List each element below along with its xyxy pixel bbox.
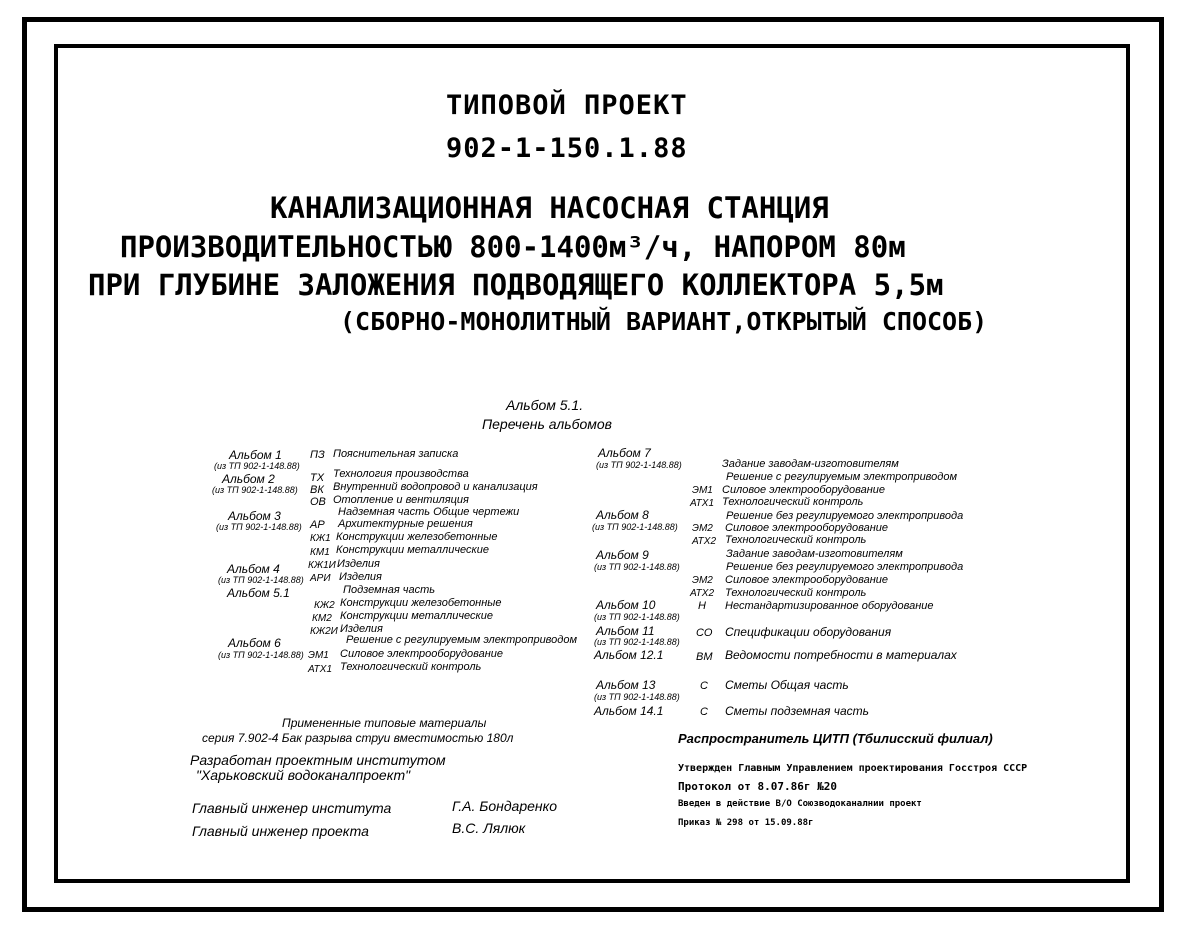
project-type-heading: ТИПОВОЙ ПРОЕКТ bbox=[446, 90, 688, 121]
album-7-desc-1: Решение с регулируемым электроприводом bbox=[726, 471, 958, 483]
album-6-desc-2: Технологический контроль bbox=[340, 661, 482, 673]
album-9-source: (из ТП 902-1-148.88) bbox=[594, 562, 680, 572]
album-3-desc-0: Надземная часть Общие чертежи bbox=[338, 506, 520, 518]
album-5-desc-3: Изделия bbox=[340, 623, 383, 635]
album-3-desc-3: Конструкции металлические bbox=[336, 544, 489, 556]
album-1-source: (из ТП 902-1-148.88) bbox=[214, 461, 300, 471]
chief-engineer-project-label: Главный инженер проекта bbox=[192, 823, 369, 839]
album-13-source: (из ТП 902-1-148.88) bbox=[594, 692, 680, 702]
developed-by: Разработан проектным институтом bbox=[190, 752, 446, 768]
album-3-code-3: КМ1 bbox=[310, 547, 330, 558]
album-1-desc: Пояснительная записка bbox=[333, 448, 459, 460]
album-8-desc-2: Технологический контроль bbox=[725, 534, 867, 546]
distributor: Распространитель ЦИТП (Тбилисский филиал) bbox=[678, 731, 993, 746]
album-3-desc-1: Архитектурные решения bbox=[338, 518, 473, 530]
album-9-code-3: АТХ2 bbox=[690, 588, 715, 599]
album-6: Альбом 6 bbox=[228, 636, 281, 650]
album-8-desc-1: Силовое электрооборудование bbox=[725, 522, 889, 534]
album-11-source: (из ТП 902-1-148.88) bbox=[594, 637, 680, 647]
album-14-code: С bbox=[700, 706, 708, 718]
album-12-code: ВМ bbox=[696, 651, 713, 663]
album-13-desc: Сметы Общая часть bbox=[725, 678, 849, 692]
album-list-title: Перечень альбомов bbox=[482, 416, 612, 432]
album-10-source: (из ТП 902-1-148.88) bbox=[594, 612, 680, 622]
order: Приказ № 298 от 15.09.88г bbox=[678, 818, 814, 828]
album-11-desc: Спецификации оборудования bbox=[725, 625, 892, 639]
album-3: Альбом 3 bbox=[228, 509, 281, 523]
album-7: Альбом 7 bbox=[598, 446, 651, 460]
applied-materials-series: серия 7.902-4 Бак разрыва струи вместимостью 180л bbox=[202, 731, 514, 745]
album-9-desc-1: Решение без регулируемого электропривода bbox=[726, 561, 964, 573]
album-8: Альбом 8 bbox=[596, 508, 649, 522]
album-1-code: ПЗ bbox=[310, 449, 325, 461]
album-13: Альбом 13 bbox=[596, 678, 656, 692]
album-4: Альбом 4 bbox=[227, 562, 280, 576]
album-12-1: Альбом 12.1 bbox=[594, 648, 664, 662]
album-5-desc-1: Конструкции железобетонные bbox=[340, 597, 502, 609]
album-3-code-2: КЖ1 bbox=[310, 533, 331, 544]
album-2-code-3: ОВ bbox=[310, 496, 326, 508]
album-7-code-3: АТХ1 bbox=[690, 498, 715, 509]
protocol: Протокол от 8.07.86г №20 bbox=[678, 780, 837, 793]
album-7-source: (из ТП 902-1-148.88) bbox=[596, 460, 682, 470]
album-6-code-2: АТХ1 bbox=[308, 664, 333, 675]
chief-engineer-institute-name: Г.А. Бондаренко bbox=[452, 798, 558, 814]
album-8-code-2: АТХ2 bbox=[692, 536, 717, 547]
album-number: Альбом 5.1. bbox=[506, 397, 584, 413]
album-5-1: Альбом 5.1 bbox=[227, 586, 290, 600]
album-4-desc: Изделия bbox=[339, 571, 382, 583]
album-2-desc-3: Отопление и вентиляция bbox=[333, 494, 469, 506]
album-5-code-1: КЖ2 bbox=[314, 600, 335, 611]
album-6-source: (из ТП 902-1-148.88) bbox=[218, 650, 304, 660]
album-11: Альбом 11 bbox=[596, 624, 655, 638]
album-14-1: Альбом 14.1 bbox=[594, 704, 664, 718]
album-4-source: (из ТП 902-1-148.88) bbox=[218, 575, 304, 585]
title-line-1: КАНАЛИЗАЦИОННАЯ НАСОСНАЯ СТАНЦИЯ bbox=[270, 191, 829, 225]
approved-by: Утвержден Главным Управлением проектирования Госстроя СССР bbox=[678, 763, 1028, 774]
album-2-desc-2: Внутренний водопровод и канализация bbox=[333, 481, 538, 493]
album-7-desc-3: Технологический контроль bbox=[722, 496, 864, 508]
album-6-desc-0: Решение с регулируемым электроприводом bbox=[346, 634, 578, 646]
album-10: Альбом 10 bbox=[596, 598, 656, 612]
album-12-desc: Ведомости потребности в материалах bbox=[725, 648, 957, 662]
album-7-desc-0: Задание заводам-изготовителям bbox=[722, 458, 899, 470]
applied-materials-title: Примененные типовые материалы bbox=[282, 716, 487, 730]
album-3-desc-2: Конструкции железобетонные bbox=[336, 531, 498, 543]
album-3-desc-4: Изделия bbox=[337, 558, 380, 570]
album-3-code-1: АР bbox=[310, 519, 325, 531]
album-9-desc-3: Технологический контроль bbox=[725, 587, 867, 599]
album-13-code: С bbox=[700, 680, 708, 692]
album-2-desc-1: Технология производства bbox=[333, 468, 469, 480]
album-9: Альбом 9 bbox=[596, 548, 649, 562]
project-number: 902-1-150.1.88 bbox=[446, 133, 688, 164]
album-9-desc-0: Задание заводам-изготовителям bbox=[726, 548, 903, 560]
album-2-code-2: ВК bbox=[310, 484, 324, 496]
album-5-desc-0: Подземная часть bbox=[343, 584, 436, 596]
album-8-desc-0: Решение без регулируемого электропривода bbox=[726, 510, 964, 522]
album-9-code-2: ЭМ2 bbox=[692, 575, 713, 586]
album-8-source: (из ТП 902-1-148.88) bbox=[592, 522, 678, 532]
chief-engineer-institute-label: Главный инженер института bbox=[192, 800, 392, 816]
title-line-4: (СБОРНО-МОНОЛИТНЫЙ ВАРИАНТ,ОТКРЫТЫЙ СПОСОБ) bbox=[340, 307, 988, 336]
album-5-code-3: КЖ2И bbox=[310, 626, 338, 637]
album-11-code: СО bbox=[696, 627, 713, 639]
title-line-2: ПРОИЗВОДИТЕЛЬНОСТЬЮ 800-1400м³/ч, НАПОРОМ 80м bbox=[120, 230, 906, 264]
chief-engineer-project-name: В.С. Лялюк bbox=[452, 820, 526, 836]
title-line-3: ПРИ ГЛУБИНЕ ЗАЛОЖЕНИЯ ПОДВОДЯЩЕГО КОЛЛЕКТОРА 5,5м bbox=[88, 268, 944, 302]
album-3-source: (из ТП 902-1-148.88) bbox=[216, 522, 302, 532]
album-5-desc-2: Конструкции металлические bbox=[340, 610, 493, 622]
introduced: Введен в действие В/О Союзводоканалнии проект bbox=[678, 799, 922, 809]
album-2: Альбом 2 bbox=[222, 472, 275, 486]
album-1: Альбом 1 bbox=[229, 448, 282, 462]
album-7-code-2: ЭМ1 bbox=[692, 485, 713, 496]
album-6-desc-1: Силовое электрооборудование bbox=[340, 648, 504, 660]
album-3-code-4: КЖ1И bbox=[308, 560, 336, 571]
institute-name: "Харьковский водоканалпроект" bbox=[196, 767, 411, 783]
album-2-code-1: ТХ bbox=[310, 472, 325, 484]
album-7-desc-2: Силовое электрооборудование bbox=[722, 484, 886, 496]
album-10-code: Н bbox=[698, 600, 706, 612]
album-5-code-2: КМ2 bbox=[312, 613, 332, 624]
album-8-code-1: ЭМ2 bbox=[692, 523, 713, 534]
album-9-desc-2: Силовое электрооборудование bbox=[725, 574, 889, 586]
album-4-code: АРИ bbox=[310, 573, 331, 584]
album-2-source: (из ТП 902-1-148.88) bbox=[212, 485, 298, 495]
album-14-desc: Сметы подземная часть bbox=[725, 704, 869, 718]
album-6-code-1: ЭМ1 bbox=[308, 650, 329, 661]
album-10-desc: Нестандартизированное оборудование bbox=[725, 600, 934, 612]
